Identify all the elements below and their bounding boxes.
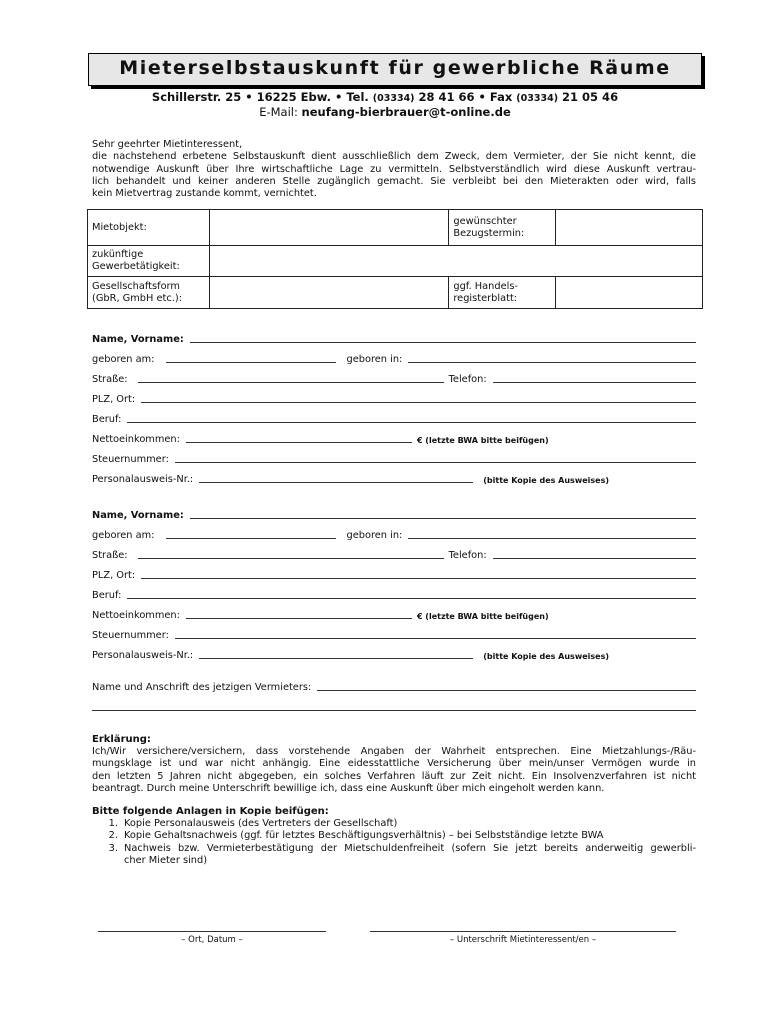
list-item: 3. Nachweis bzw. Vermieterbestätigung der Mietschuldenfreiheit (sofern Sie jetzt bereits anderweitig gewerbli- cher Mieter sind) bbox=[108, 842, 696, 866]
income-field[interactable] bbox=[186, 608, 412, 619]
birthdate-label: geboren am: bbox=[92, 354, 155, 365]
name-label: Name, Vorname: bbox=[92, 334, 184, 345]
id-field[interactable] bbox=[199, 648, 473, 659]
birthplace-label: geboren in: bbox=[346, 530, 403, 541]
declaration-heading: Erklärung: bbox=[92, 734, 151, 745]
beruf-label: Beruf: bbox=[92, 590, 122, 601]
birthdate-label: geboren am: bbox=[92, 530, 155, 541]
list-item: 2. Kopie Gehaltsnachweis (ggf. für letztes Beschäftigungsverhältnis) – bei Selbstständige letzte BWA bbox=[108, 830, 604, 842]
attachments-list bbox=[92, 818, 696, 867]
email-line bbox=[0, 105, 770, 119]
signature-label: – Unterschrift Mietinteressent/en – bbox=[449, 935, 597, 945]
plz-label: PLZ, Ort: bbox=[92, 394, 136, 405]
declaration-line: beantragt. Durch meine Unterschrift bewillige ich, dass eine Auskunft über mich eingeholt werden kann. bbox=[92, 782, 605, 794]
place-date-label: – Ort, Datum – bbox=[181, 935, 243, 945]
tel-number: 28 41 66 • Fax bbox=[418, 90, 513, 104]
fax-number: 21 05 46 bbox=[562, 90, 619, 104]
phone-label: Telefon: bbox=[448, 550, 487, 561]
street-field[interactable] bbox=[138, 548, 444, 559]
phone-label: Telefon: bbox=[448, 374, 487, 385]
landlord-field[interactable] bbox=[317, 680, 696, 691]
fax-area: (03334) bbox=[516, 93, 559, 104]
register-field[interactable] bbox=[556, 277, 703, 309]
intro-line: notwendige Auskunft über Ihre wirtschaftliche Lage zu vermitteln. Selbstverständlich wird diese Auskunft vertrau- bbox=[92, 163, 696, 175]
tax-label: Steuernummer: bbox=[92, 630, 169, 641]
gewerbe-field[interactable] bbox=[209, 246, 702, 277]
plz-field[interactable] bbox=[141, 392, 696, 403]
name-field[interactable] bbox=[190, 508, 696, 519]
plz-label: PLZ, Ort: bbox=[92, 570, 136, 581]
declaration-line: Ich/Wir versichere/versichern, dass vorstehende Angaben der Wahrheit entsprechen. Eine Mietzahlungs-/Räu- bbox=[92, 746, 696, 757]
attachments-heading: Bitte folgende Anlagen in Kopie beifügen: bbox=[92, 806, 329, 817]
id-label: Personalausweis-Nr.: bbox=[92, 650, 194, 661]
beruf-field[interactable] bbox=[127, 588, 696, 599]
gesellschaft-label: Gesellschaftsform (GbR, GmbH etc.): bbox=[88, 277, 210, 309]
intro-line: die nachstehend erbetene Selbstauskunft dient ausschließlich dem Zweck, dem Vermieter, der Sie nicht kennt, die bbox=[92, 151, 696, 163]
tel-area: (03334) bbox=[372, 93, 415, 104]
birthdate-field[interactable] bbox=[166, 528, 336, 539]
id-note: (bitte Kopie des Ausweises) bbox=[483, 652, 609, 661]
beruf-field[interactable] bbox=[127, 412, 696, 423]
income-label: Nettoeinkommen: bbox=[92, 434, 180, 445]
email-address: neufang-bierbrauer@t-online.de bbox=[301, 105, 511, 119]
income-note: € (letzte BWA bitte beifügen) bbox=[416, 436, 549, 445]
bezugstermin-field[interactable] bbox=[556, 210, 703, 246]
list-item: 1. Kopie Personalausweis (des Vertreters der Gesellschaft) bbox=[108, 818, 398, 829]
name-label: Name, Vorname: bbox=[92, 510, 184, 521]
birthplace-label: geboren in: bbox=[346, 354, 403, 365]
phone-field[interactable] bbox=[493, 372, 696, 383]
tax-field[interactable] bbox=[175, 628, 696, 639]
intro-line: kein Mietvertrag zustande kommt, vernichtet. bbox=[92, 188, 317, 200]
birthdate-field[interactable] bbox=[166, 352, 336, 363]
gewerbe-label: zukünftige Gewerbetätigkeit: bbox=[88, 246, 210, 277]
birthplace-field[interactable] bbox=[408, 528, 696, 539]
intro-greeting: Sehr geehrter Mietinteressent, bbox=[92, 139, 243, 150]
birthplace-field[interactable] bbox=[408, 352, 696, 363]
title-box bbox=[88, 53, 702, 86]
street-label: Straße: bbox=[92, 374, 128, 385]
gesellschaft-field[interactable] bbox=[209, 277, 448, 309]
object-table bbox=[87, 209, 703, 309]
id-label: Personalausweis-Nr.: bbox=[92, 474, 194, 485]
address-line bbox=[0, 90, 770, 104]
street-field[interactable] bbox=[138, 372, 444, 383]
name-field[interactable] bbox=[190, 332, 696, 343]
mietobjekt-label: Mietobjekt: bbox=[88, 210, 210, 246]
declaration-line: mungsklage ist und war nicht anhängig. Eine eidesstattliche Versicherung über mein/unser Vermögen wurde in bbox=[92, 758, 696, 770]
tax-field[interactable] bbox=[175, 452, 696, 463]
intro-text bbox=[92, 139, 696, 200]
tax-label: Steuernummer: bbox=[92, 454, 169, 465]
signature-field[interactable] bbox=[370, 929, 676, 932]
page-title: Mieterselbstauskunft für gewerbliche Räume bbox=[119, 57, 671, 79]
landlord-label: Name und Anschrift des jetzigen Vermieters: bbox=[92, 682, 312, 693]
phone-field[interactable] bbox=[493, 548, 696, 559]
declaration-line: den letzten 5 Jahren nicht abgegeben, ein solches Verfahren läuft zur Zeit nicht. Ein Insolvenzverfahren ist nicht bbox=[92, 770, 696, 782]
mietobjekt-field[interactable] bbox=[209, 210, 448, 246]
email-label: E-Mail: bbox=[259, 105, 298, 119]
register-label: ggf. Handels- registerblatt: bbox=[449, 277, 556, 309]
income-label: Nettoeinkommen: bbox=[92, 610, 180, 621]
landlord-field-2[interactable] bbox=[92, 700, 696, 711]
id-note: (bitte Kopie des Ausweises) bbox=[483, 476, 609, 485]
income-note: € (letzte BWA bitte beifügen) bbox=[416, 612, 549, 621]
intro-line: lich behandelt und keiner anderen Stelle zugänglich gemacht. Sie verbleibt bei den Mieterakten oder wird, falls bbox=[92, 175, 696, 187]
income-field[interactable] bbox=[186, 432, 412, 443]
street-label: Straße: bbox=[92, 550, 128, 561]
plz-field[interactable] bbox=[141, 568, 696, 579]
bezugstermin-label: gewünschter Bezugstermin: bbox=[449, 210, 556, 246]
place-date-field[interactable] bbox=[98, 929, 326, 932]
beruf-label: Beruf: bbox=[92, 414, 122, 425]
id-field[interactable] bbox=[199, 472, 473, 483]
declaration-text bbox=[92, 746, 696, 795]
address-street: Schillerstr. 25 • 16225 Ebw. • Tel. bbox=[151, 90, 369, 104]
